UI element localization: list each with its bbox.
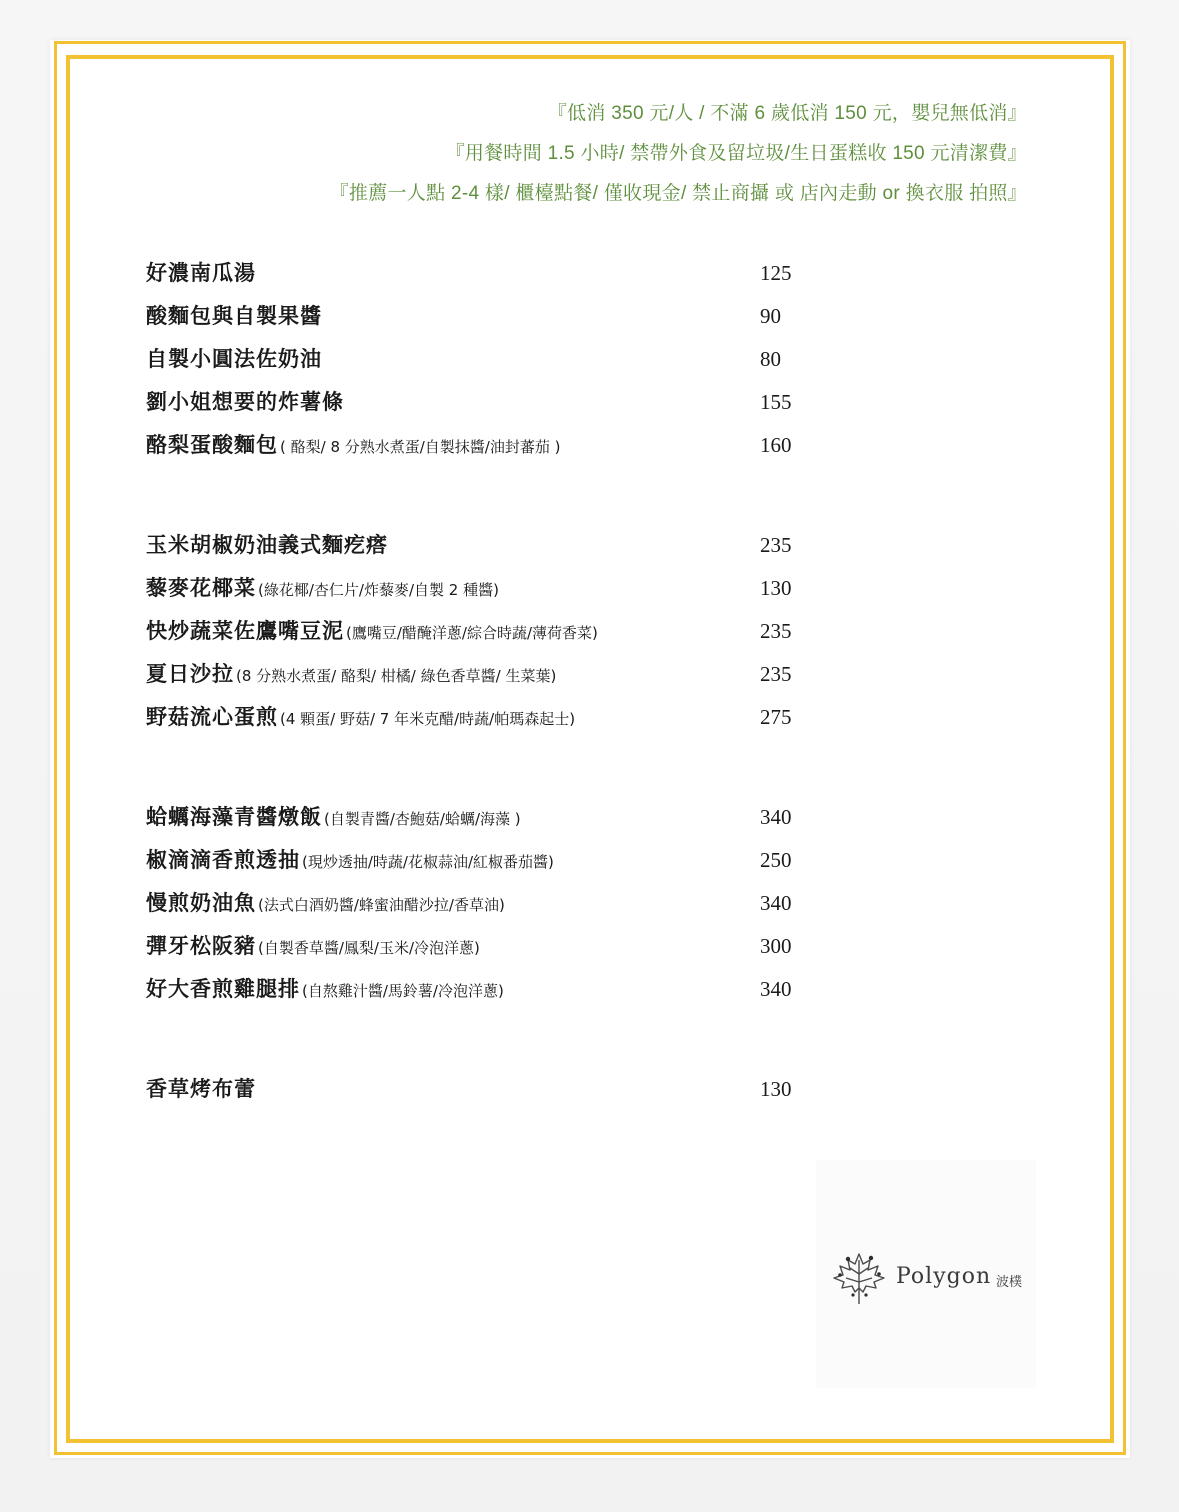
menu-section: [146, 796, 866, 1011]
menu-item-price: 155: [760, 390, 792, 414]
menu-item: [146, 968, 866, 1011]
menu-item: [146, 796, 866, 839]
menu-item-name: 藜麥花椰菜: [146, 576, 256, 600]
menu-item: [146, 925, 866, 968]
menu-item-price: 340: [760, 891, 792, 915]
policy-notices: [330, 94, 1027, 214]
menu-item-price: 250: [760, 848, 792, 872]
logo-chinese-name: 波樸: [996, 1275, 1023, 1290]
menu-item-price: 235: [760, 619, 792, 643]
menu-item-price: 235: [760, 662, 792, 686]
menu-item-ingredients: (4 顆蛋/ 野菇/ 7 年米克醋/時蔬/帕瑪森起士): [280, 710, 576, 728]
menu-item-price: 235: [760, 533, 792, 557]
menu-item-name: 彈牙松阪豬: [146, 934, 256, 958]
menu-section: [146, 524, 866, 739]
menu-item-ingredients: ( 酪梨/ 8 分熟水煮蛋/自製抹醬/油封蕃茄 ): [280, 438, 561, 456]
menu-item-price: 130: [760, 576, 792, 600]
menu-item: [146, 696, 866, 739]
menu-item-price: 340: [760, 977, 792, 1001]
menu-item-price: 130: [760, 1077, 792, 1101]
menu-item: [146, 1068, 866, 1111]
menu-item: [146, 610, 866, 653]
menu-item-name: 劉小姐想要的炸薯條: [146, 390, 344, 414]
menu-item-price: 80: [760, 347, 781, 371]
notice-minimum-charge: 『低消 350 元/人 / 不滿 6 歲低消 150 元，嬰兒無低消』: [547, 103, 1027, 124]
menu-item: [146, 252, 866, 295]
menu-item-name: 蛤蠣海藻青醬燉飯: [146, 805, 322, 829]
menu-item-ingredients: (8 分熟水煮蛋/ 酪梨/ 柑橘/ 綠色香草醬/ 生菜葉): [236, 667, 557, 685]
menu-item: [146, 839, 866, 882]
notice-ordering-rules: 『推薦一人點 2-4 樣/ 櫃檯點餐/ 僅收現金/ 禁止商攝 或 店內走動 or 換衣服 拍照』: [329, 183, 1027, 204]
menu-item-name: 酪梨蛋酸麵包: [146, 433, 278, 457]
menu-item-name: 慢煎奶油魚: [146, 891, 256, 915]
menu-item-name: 好大香煎雞腿排: [146, 977, 300, 1001]
menu-item-name: 快炒蔬菜佐鷹嘴豆泥: [146, 619, 344, 643]
menu-list: [146, 252, 866, 1168]
logo-wordmark: Polygon: [896, 1264, 992, 1289]
maple-leaf-icon: [830, 1248, 888, 1308]
menu-item-ingredients: (自製青醬/杏鮑菇/蛤蠣/海藻 ): [324, 810, 521, 828]
menu-item-ingredients: (自熬雞汁醬/馬鈴薯/冷泡洋蔥): [302, 982, 504, 1000]
menu-item-ingredients: (現炒透抽/時蔬/花椒蒜油/紅椒番茄醬): [302, 853, 554, 871]
menu-item-price: 340: [760, 805, 792, 829]
menu-item-name: 夏日沙拉: [146, 662, 234, 686]
menu-item-name: 椒滴滴香煎透抽: [146, 848, 300, 872]
menu-item-price: 160: [760, 433, 792, 457]
menu-item-ingredients: (法式白酒奶醬/蜂蜜油醋沙拉/香草油): [258, 896, 505, 914]
menu-item-price: 125: [760, 261, 792, 285]
menu-item-name: 酸麵包與自製果醬: [146, 304, 322, 328]
menu-item-name: 野菇流心蛋煎: [146, 705, 278, 729]
menu-item-name: 香草烤布蕾: [146, 1077, 256, 1101]
menu-item-price: 90: [760, 304, 781, 328]
menu-item: [146, 524, 866, 567]
menu-item-price: 300: [760, 934, 792, 958]
menu-item: [146, 381, 866, 424]
menu-item-name: 自製小圓法佐奶油: [146, 347, 322, 371]
menu-section: [146, 252, 866, 467]
menu-item: [146, 424, 866, 467]
menu-item: [146, 295, 866, 338]
notice-dining-time: 『用餐時間 1.5 小時/ 禁帶外食及留垃圾/生日蛋糕收 150 元清潔費』: [445, 143, 1027, 164]
menu-item: [146, 653, 866, 696]
menu-item-ingredients: (鷹嘴豆/醋醃洋蔥/綜合時蔬/薄荷香菜): [346, 624, 598, 642]
menu-section: [146, 1068, 866, 1111]
menu-item: [146, 882, 866, 925]
menu-item-ingredients: (綠花椰/杏仁片/炸藜麥/自製 2 種醬): [258, 581, 499, 599]
menu-item-name: 玉米胡椒奶油義式麵疙瘩: [146, 533, 388, 557]
menu-item-ingredients: (自製香草醬/鳳梨/玉米/冷泡洋蔥): [258, 939, 480, 957]
menu-item: [146, 338, 866, 381]
menu-item: [146, 567, 866, 610]
menu-item-price: 275: [760, 705, 792, 729]
brand-logo: [830, 1248, 1030, 1308]
menu-item-name: 好濃南瓜湯: [146, 261, 256, 285]
